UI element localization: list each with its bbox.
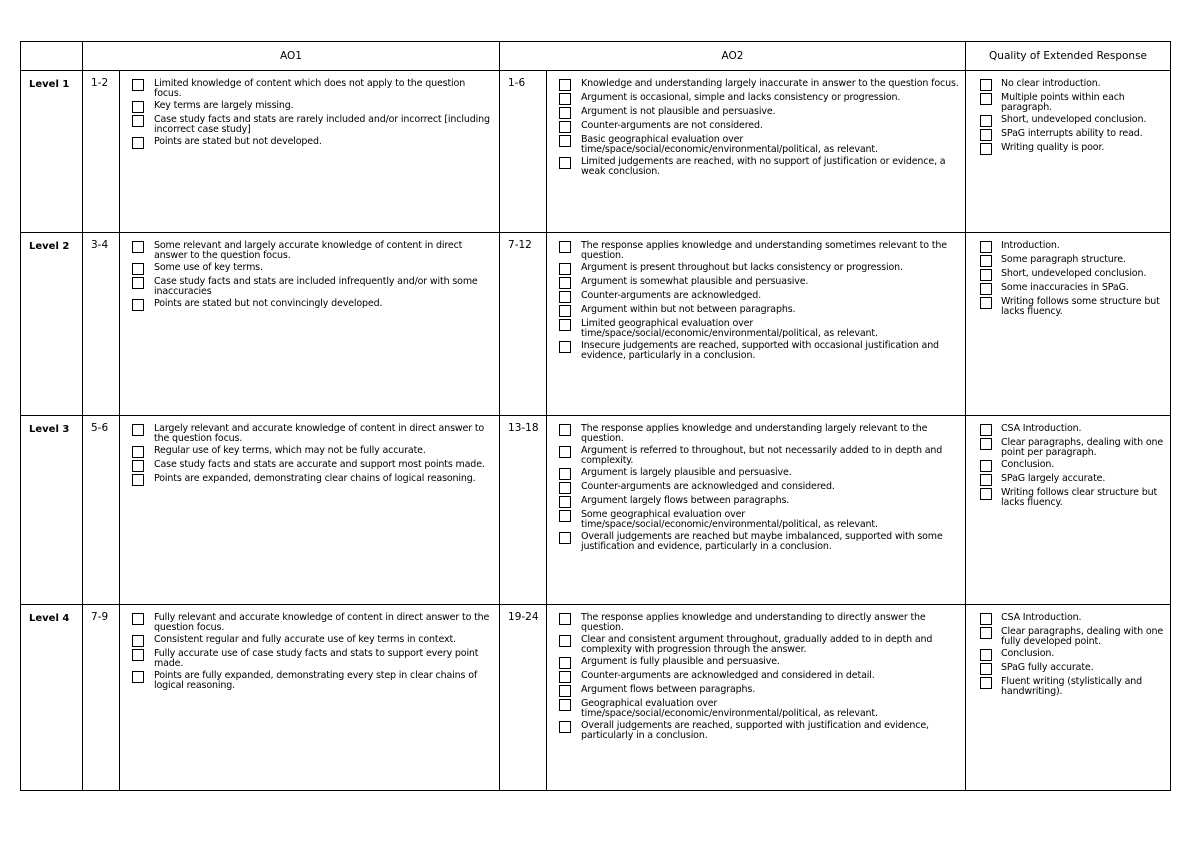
level-label: Level 2 xyxy=(21,233,83,416)
criterion-text: Short, undeveloped conclusion. xyxy=(1001,268,1147,279)
checkbox[interactable] xyxy=(559,482,571,494)
criterion-text: Key terms are largely missing. xyxy=(154,100,294,111)
checkbox[interactable] xyxy=(559,424,571,436)
ao1-criterion[interactable] xyxy=(132,635,493,647)
ao1-criterion[interactable] xyxy=(132,263,493,275)
quality-criterion[interactable] xyxy=(980,488,1164,508)
ao2-criterion[interactable] xyxy=(559,79,959,91)
quality-criteria xyxy=(966,416,1171,605)
criterion-text: Introduction. xyxy=(1001,240,1060,251)
checkbox[interactable] xyxy=(559,671,571,683)
criterion-text: SPaG largely accurate. xyxy=(1001,473,1106,484)
criterion-text: Case study facts and stats are rarely included and/or incorrect [including incorrect case study] xyxy=(154,114,490,135)
ao2-criterion[interactable] xyxy=(559,241,959,261)
checkbox[interactable] xyxy=(559,613,571,625)
checkbox[interactable] xyxy=(980,488,992,500)
criterion-text: Some geographical evaluation over time/space/social/economic/environmental/political, as relevant. xyxy=(581,509,878,530)
checkbox[interactable] xyxy=(559,341,571,353)
criterion-text: Some inaccuracies in SPaG. xyxy=(1001,282,1129,293)
criterion-text: Regular use of key terms, which may not be fully accurate. xyxy=(154,445,426,456)
ao2-criteria xyxy=(547,71,966,233)
criterion-text: CSA Introduction. xyxy=(1001,612,1082,623)
criterion-text: The response applies knowledge and understanding largely relevant to the question. xyxy=(581,423,928,444)
checkbox[interactable] xyxy=(980,663,992,675)
quality-criterion[interactable] xyxy=(980,424,1164,436)
ao1-criterion[interactable] xyxy=(132,137,493,149)
ao1-criteria xyxy=(120,71,500,233)
checkbox[interactable] xyxy=(980,474,992,486)
checkbox[interactable] xyxy=(559,291,571,303)
ao1-criterion[interactable] xyxy=(132,613,493,633)
criterion-text: Geographical evaluation over time/space/social/economic/environmental/political, as relevant. xyxy=(581,698,878,719)
ao1-criteria xyxy=(120,416,500,605)
quality-criteria xyxy=(966,233,1171,416)
quality-criterion[interactable] xyxy=(980,269,1164,281)
criterion-text: Argument within but not between paragraphs. xyxy=(581,304,796,315)
quality-criterion[interactable] xyxy=(980,241,1164,253)
level-label: Level 3 xyxy=(21,416,83,605)
ao1-criteria xyxy=(120,605,500,791)
criterion-text: The response applies knowledge and understanding to directly answer the question. xyxy=(581,612,926,633)
level-row xyxy=(21,605,1171,791)
ao2-marks: 19-24 xyxy=(500,605,547,791)
ao2-criteria xyxy=(547,233,966,416)
criterion-text: Limited geographical evaluation over time/space/social/economic/environmental/political, as relevant. xyxy=(581,318,878,339)
criterion-text: Argument largely flows between paragraphs. xyxy=(581,495,790,506)
criterion-text: Clear paragraphs, dealing with one point per paragraph. xyxy=(1001,437,1164,458)
checkbox[interactable] xyxy=(980,79,992,91)
criterion-text: Writing quality is poor. xyxy=(1001,142,1105,153)
ao1-criterion[interactable] xyxy=(132,474,493,486)
ao1-criterion[interactable] xyxy=(132,79,493,99)
checkbox[interactable] xyxy=(132,460,144,472)
ao1-criterion[interactable] xyxy=(132,460,493,472)
checkbox[interactable] xyxy=(980,283,992,295)
checkbox[interactable] xyxy=(980,115,992,127)
quality-criterion[interactable] xyxy=(980,255,1164,267)
level-label: Level 4 xyxy=(21,605,83,791)
ao1-marks: 7-9 xyxy=(83,605,120,791)
criterion-text: Clear paragraphs, dealing with one fully developed point. xyxy=(1001,626,1164,647)
checkbox[interactable] xyxy=(559,93,571,105)
checkbox[interactable] xyxy=(132,474,144,486)
quality-criterion[interactable] xyxy=(980,677,1164,697)
checkbox[interactable] xyxy=(559,635,571,647)
checkbox[interactable] xyxy=(559,121,571,133)
checkbox[interactable] xyxy=(559,699,571,711)
criterion-text: Argument is largely plausible and persuasive. xyxy=(581,467,792,478)
checkbox[interactable] xyxy=(559,721,571,733)
checkbox[interactable] xyxy=(559,277,571,289)
level-label: Level 1 xyxy=(21,71,83,233)
checkbox[interactable] xyxy=(132,635,144,647)
criterion-text: Argument is present throughout but lacks consistency or progression. xyxy=(581,262,903,273)
checkbox[interactable] xyxy=(132,101,144,113)
criterion-text: Some paragraph structure. xyxy=(1001,254,1126,265)
criterion-text: Counter-arguments are not considered. xyxy=(581,120,763,131)
quality-criterion[interactable] xyxy=(980,627,1164,647)
checkbox[interactable] xyxy=(132,263,144,275)
checkbox[interactable] xyxy=(980,424,992,436)
criterion-text: Case study facts and stats are accurate and support most points made. xyxy=(154,459,485,470)
criterion-text: Fluent writing (stylistically and handwriting). xyxy=(1001,676,1143,697)
criterion-text: Points are stated but not developed. xyxy=(154,136,322,147)
ao2-criteria xyxy=(547,605,966,791)
ao2-criterion[interactable] xyxy=(559,424,959,444)
ao2-criterion[interactable] xyxy=(559,107,959,119)
checkbox[interactable] xyxy=(559,319,571,331)
checkbox[interactable] xyxy=(980,143,992,155)
checkbox[interactable] xyxy=(980,649,992,661)
ao1-criterion[interactable] xyxy=(132,424,493,444)
checkbox[interactable] xyxy=(132,277,144,289)
checkbox[interactable] xyxy=(132,424,144,436)
ao2-criterion[interactable] xyxy=(559,157,959,177)
checkbox[interactable] xyxy=(559,107,571,119)
quality-criteria xyxy=(966,71,1171,233)
criterion-text: Limited judgements are reached, with no support of justification or evidence, a weak conclusion. xyxy=(581,156,946,177)
quality-criteria xyxy=(966,605,1171,791)
corner-cell xyxy=(21,42,83,71)
quality-criterion[interactable] xyxy=(980,79,1164,91)
checkbox[interactable] xyxy=(132,241,144,253)
checkbox[interactable] xyxy=(132,115,144,127)
checkbox[interactable] xyxy=(132,137,144,149)
criterion-text: Consistent regular and fully accurate use of key terms in context. xyxy=(154,634,456,645)
criterion-text: Case study facts and stats are included infrequently and/or with some inaccuracies xyxy=(154,276,478,297)
ao1-criterion[interactable] xyxy=(132,115,493,135)
header-row xyxy=(21,42,1171,71)
criterion-text: Some use of key terms. xyxy=(154,262,263,273)
checkbox[interactable] xyxy=(559,446,571,458)
ao2-marks: 1-6 xyxy=(500,71,547,233)
ao1-criteria xyxy=(120,233,500,416)
quality-criterion[interactable] xyxy=(980,460,1164,472)
criterion-text: Clear and consistent argument throughout, gradually added to in depth and complexity with progression through the answer. xyxy=(581,634,933,655)
checkbox[interactable] xyxy=(559,241,571,253)
ao2-criterion[interactable] xyxy=(559,93,959,105)
checkbox[interactable] xyxy=(559,532,571,544)
ao2-criterion[interactable] xyxy=(559,685,959,697)
checkbox[interactable] xyxy=(980,241,992,253)
quality-criterion[interactable] xyxy=(980,438,1164,458)
ao2-criterion[interactable] xyxy=(559,532,959,552)
criterion-text: Overall judgements are reached, supported with justification and evidence, particularly in a conclusion. xyxy=(581,720,929,741)
quality-criterion[interactable] xyxy=(980,93,1164,113)
ao2-criterion[interactable] xyxy=(559,699,959,719)
ao2-criterion[interactable] xyxy=(559,121,959,133)
quality-criterion[interactable] xyxy=(980,129,1164,141)
checkbox[interactable] xyxy=(980,93,992,105)
ao2-marks: 7-12 xyxy=(500,233,547,416)
criterion-text: Argument is not plausible and persuasive. xyxy=(581,106,776,117)
criterion-text: SPaG interrupts ability to read. xyxy=(1001,128,1143,139)
checkbox[interactable] xyxy=(132,671,144,683)
criterion-text: Argument flows between paragraphs. xyxy=(581,684,756,695)
criterion-text: Points are stated but not convincingly developed. xyxy=(154,298,383,309)
ao2-marks: 13-18 xyxy=(500,416,547,605)
checkbox[interactable] xyxy=(980,438,992,450)
criterion-text: Writing follows some structure but lacks fluency. xyxy=(1001,296,1160,317)
ao2-criterion[interactable] xyxy=(559,635,959,655)
checkbox[interactable] xyxy=(559,496,571,508)
criterion-text: Some relevant and largely accurate knowledge of content in direct answer to the question focus. xyxy=(154,240,463,261)
criterion-text: Short, undeveloped conclusion. xyxy=(1001,114,1147,125)
ao2-criterion[interactable] xyxy=(559,277,959,289)
ao2-criterion[interactable] xyxy=(559,263,959,275)
quality-criterion[interactable] xyxy=(980,143,1164,155)
criterion-text: Points are expanded, demonstrating clear chains of logical reasoning. xyxy=(154,473,476,484)
ao1-marks: 3-4 xyxy=(83,233,120,416)
checkbox[interactable] xyxy=(980,129,992,141)
criterion-text: Argument is referred to throughout, but not necessarily added to in depth and complexity. xyxy=(581,445,943,466)
ao2-criterion[interactable] xyxy=(559,721,959,741)
criterion-text: Argument is occasional, simple and lacks consistency or progression. xyxy=(581,92,901,103)
quality-criterion[interactable] xyxy=(980,115,1164,127)
criterion-text: Writing follows clear structure but lacks fluency. xyxy=(1001,487,1158,508)
criterion-text: CSA Introduction. xyxy=(1001,423,1082,434)
ao2-criterion[interactable] xyxy=(559,496,959,508)
criterion-text: Argument is somewhat plausible and persuasive. xyxy=(581,276,809,287)
quality-criterion[interactable] xyxy=(980,297,1164,317)
ao1-criterion[interactable] xyxy=(132,277,493,297)
quality-criterion[interactable] xyxy=(980,613,1164,625)
criterion-text: SPaG fully accurate. xyxy=(1001,662,1094,673)
criterion-text: Overall judgements are reached but maybe imbalanced, supported with some justification and evidence, particularly in a conclusion. xyxy=(581,531,943,552)
ao2-criterion[interactable] xyxy=(559,613,959,633)
criterion-text: Multiple points within each paragraph. xyxy=(1001,92,1125,113)
criterion-text: Argument is fully plausible and persuasive. xyxy=(581,656,780,667)
ao1-criterion[interactable] xyxy=(132,671,493,691)
criterion-text: Conclusion. xyxy=(1001,648,1055,659)
ao1-criterion[interactable] xyxy=(132,101,493,113)
criterion-text: No clear introduction. xyxy=(1001,78,1101,89)
quality-criterion[interactable] xyxy=(980,663,1164,675)
ao2-criterion[interactable] xyxy=(559,446,959,466)
criterion-text: Counter-arguments are acknowledged and considered. xyxy=(581,481,835,492)
checkbox[interactable] xyxy=(132,299,144,311)
level-row xyxy=(21,233,1171,416)
ao1-criterion[interactable] xyxy=(132,649,493,669)
checkbox[interactable] xyxy=(132,446,144,458)
ao2-criterion[interactable] xyxy=(559,468,959,480)
ao2-criterion[interactable] xyxy=(559,305,959,317)
ao1-header: AO1 xyxy=(83,42,500,71)
checkbox[interactable] xyxy=(559,468,571,480)
checkbox[interactable] xyxy=(559,305,571,317)
criterion-text: Limited knowledge of content which does not apply to the question focus. xyxy=(154,78,466,99)
criterion-text: Fully accurate use of case study facts and stats to support every point made. xyxy=(154,648,479,669)
ao2-criterion[interactable] xyxy=(559,671,959,683)
checkbox[interactable] xyxy=(559,135,571,147)
ao1-marks: 1-2 xyxy=(83,71,120,233)
quality-criterion[interactable] xyxy=(980,283,1164,295)
ao1-criterion[interactable] xyxy=(132,241,493,261)
criterion-text: Points are fully expanded, demonstrating every step in clear chains of logical reasoning. xyxy=(154,670,478,691)
ao1-marks: 5-6 xyxy=(83,416,120,605)
ao1-criterion[interactable] xyxy=(132,299,493,311)
ao2-criterion[interactable] xyxy=(559,510,959,530)
criterion-text: Conclusion. xyxy=(1001,459,1055,470)
checkbox[interactable] xyxy=(132,79,144,91)
ao2-criteria xyxy=(547,416,966,605)
ao2-header: AO2 xyxy=(500,42,966,71)
checkbox[interactable] xyxy=(980,460,992,472)
ao2-criterion[interactable] xyxy=(559,341,959,361)
ao1-criterion[interactable] xyxy=(132,446,493,458)
criterion-text: Basic geographical evaluation over time/space/social/economic/environmental/political, as relevant. xyxy=(581,134,878,155)
checkbox[interactable] xyxy=(980,627,992,639)
checkbox[interactable] xyxy=(132,649,144,661)
level-row xyxy=(21,416,1171,605)
checkbox[interactable] xyxy=(559,510,571,522)
criterion-text: Largely relevant and accurate knowledge of content in direct answer to the question focus. xyxy=(154,423,485,444)
checkbox[interactable] xyxy=(980,297,992,309)
ao2-criterion[interactable] xyxy=(559,319,959,339)
checkbox[interactable] xyxy=(132,613,144,625)
level-row xyxy=(21,71,1171,233)
quality-criterion[interactable] xyxy=(980,474,1164,486)
checkbox[interactable] xyxy=(980,269,992,281)
ao2-criterion[interactable] xyxy=(559,291,959,303)
criterion-text: Counter-arguments are acknowledged and considered in detail. xyxy=(581,670,875,681)
ao2-criterion[interactable] xyxy=(559,657,959,669)
criterion-text: The response applies knowledge and understanding sometimes relevant to the question. xyxy=(581,240,947,261)
criterion-text: Knowledge and understanding largely inaccurate in answer to the question focus. xyxy=(581,78,959,89)
checkbox[interactable] xyxy=(559,79,571,91)
ao2-criterion[interactable] xyxy=(559,135,959,155)
checkbox[interactable] xyxy=(559,263,571,275)
checkbox[interactable] xyxy=(980,677,992,689)
checkbox[interactable] xyxy=(980,613,992,625)
ao2-criterion[interactable] xyxy=(559,482,959,494)
checkbox[interactable] xyxy=(559,685,571,697)
checkbox[interactable] xyxy=(559,157,571,169)
criterion-text: Counter-arguments are acknowledged. xyxy=(581,290,761,301)
quality-header: Quality of Extended Response xyxy=(966,42,1171,71)
criterion-text: Fully relevant and accurate knowledge of content in direct answer to the question focus. xyxy=(154,612,490,633)
checkbox[interactable] xyxy=(980,255,992,267)
criterion-text: Insecure judgements are reached, supported with occasional justification and evidence, particularly in a conclusion. xyxy=(581,340,939,361)
quality-criterion[interactable] xyxy=(980,649,1164,661)
checkbox[interactable] xyxy=(559,657,571,669)
mark-scheme-table xyxy=(20,41,1171,791)
